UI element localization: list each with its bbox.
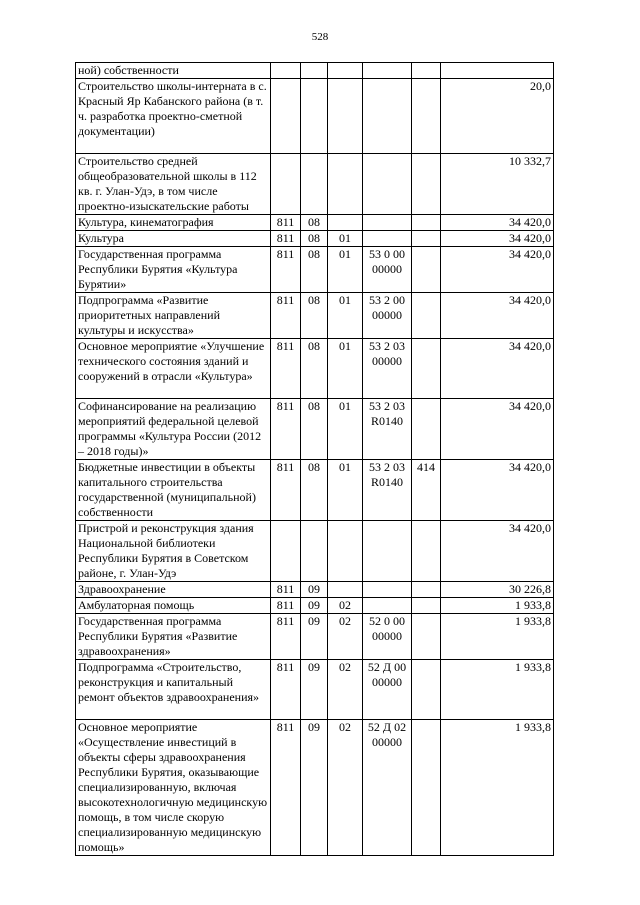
row-name-cell: Бюджетные инвестиции в объекты капитального строительства государственной (муниципальной) собственности <box>76 460 271 521</box>
target-article-cell: 52 Д 00 00000 <box>363 660 412 720</box>
row-name-cell: Государственная программа Республики Бурятия «Культура Бурятии» <box>76 247 271 293</box>
row-name-cell: Строительство школы-интерната в с. Красный Яр Кабанского района (в т. ч. разработка проектно-сметной документации) <box>76 79 271 154</box>
expense-type-cell <box>412 215 441 231</box>
table-row <box>76 293 554 339</box>
subsection-code-cell <box>328 521 363 582</box>
table-row <box>76 660 554 720</box>
subsection-code-cell: 01 <box>328 460 363 521</box>
amount-cell: 34 420,0 <box>441 215 554 231</box>
expense-type-cell <box>412 720 441 856</box>
target-article-cell <box>363 79 412 154</box>
ved-code-cell: 811 <box>271 460 301 521</box>
section-code-cell: 08 <box>301 231 328 247</box>
expense-type-cell <box>412 231 441 247</box>
target-article-cell <box>363 154 412 215</box>
table-row <box>76 231 554 247</box>
expense-type-cell <box>412 247 441 293</box>
amount-cell: 10 332,7 <box>441 154 554 215</box>
ved-code-cell: 811 <box>271 660 301 720</box>
ved-code-cell: 811 <box>271 293 301 339</box>
section-code-cell: 08 <box>301 339 328 399</box>
target-article-cell <box>363 582 412 598</box>
expense-type-cell <box>412 293 441 339</box>
table-row <box>76 339 554 399</box>
target-article-cell <box>363 63 412 79</box>
section-code-cell <box>301 63 328 79</box>
subsection-code-cell <box>328 215 363 231</box>
subsection-code-cell: 01 <box>328 247 363 293</box>
row-name-cell: Пристрой и реконструкция здания Национальной библиотеки Республики Бурятия в Советском районе, г. Улан-Удэ <box>76 521 271 582</box>
amount-cell: 34 420,0 <box>441 460 554 521</box>
target-article-cell: 52 Д 02 00000 <box>363 720 412 856</box>
target-article-cell <box>363 231 412 247</box>
budget-table <box>75 62 554 856</box>
expense-type-cell <box>412 660 441 720</box>
expense-type-cell: 414 <box>412 460 441 521</box>
amount-cell <box>441 63 554 79</box>
ved-code-cell: 811 <box>271 247 301 293</box>
table-row <box>76 215 554 231</box>
subsection-code-cell: 01 <box>328 399 363 460</box>
row-name-cell: Здравоохранение <box>76 582 271 598</box>
section-code-cell <box>301 79 328 154</box>
table-row <box>76 247 554 293</box>
expense-type-cell <box>412 582 441 598</box>
target-article-cell: 52 0 00 00000 <box>363 614 412 660</box>
ved-code-cell <box>271 63 301 79</box>
section-code-cell: 09 <box>301 720 328 856</box>
row-name-cell: Культура, кинематография <box>76 215 271 231</box>
amount-cell: 34 420,0 <box>441 247 554 293</box>
amount-cell: 34 420,0 <box>441 231 554 247</box>
page-number: 528 <box>311 31 329 43</box>
expense-type-cell <box>412 79 441 154</box>
row-name-cell: Основное мероприятие «Улучшение технического состояния зданий и сооружений в отрасли «Культура» <box>76 339 271 399</box>
amount-cell: 1 933,8 <box>441 720 554 856</box>
row-name-cell: Подпрограмма «Строительство, реконструкция и капитальный ремонт объектов здравоохранения» <box>76 660 271 720</box>
ved-code-cell: 811 <box>271 598 301 614</box>
ved-code-cell <box>271 154 301 215</box>
expense-type-cell <box>412 63 441 79</box>
row-name-cell: Софинансирование на реализацию мероприятий федеральной целевой программы «Культура России (2012 – 2018 годы)» <box>76 399 271 460</box>
subsection-code-cell: 01 <box>328 339 363 399</box>
target-article-cell: 53 0 00 00000 <box>363 247 412 293</box>
subsection-code-cell: 02 <box>328 660 363 720</box>
row-name-cell: Амбулаторная помощь <box>76 598 271 614</box>
ved-code-cell <box>271 521 301 582</box>
target-article-cell: 53 2 03 00000 <box>363 339 412 399</box>
ved-code-cell: 811 <box>271 720 301 856</box>
subsection-code-cell: 01 <box>328 293 363 339</box>
amount-cell: 34 420,0 <box>441 339 554 399</box>
amount-cell: 34 420,0 <box>441 293 554 339</box>
section-code-cell <box>301 154 328 215</box>
expense-type-cell <box>412 614 441 660</box>
table-row <box>76 63 554 79</box>
row-name-cell: Подпрограмма «Развитие приоритетных направлений культуры и искусства» <box>76 293 271 339</box>
subsection-code-cell <box>328 154 363 215</box>
section-code-cell: 08 <box>301 215 328 231</box>
expense-type-cell <box>412 521 441 582</box>
table-row <box>76 521 554 582</box>
section-code-cell: 09 <box>301 582 328 598</box>
expense-type-cell <box>412 154 441 215</box>
ved-code-cell: 811 <box>271 582 301 598</box>
section-code-cell: 09 <box>301 598 328 614</box>
target-article-cell: 53 2 03 R0140 <box>363 399 412 460</box>
table-row <box>76 79 554 154</box>
ved-code-cell: 811 <box>271 215 301 231</box>
amount-cell: 34 420,0 <box>441 399 554 460</box>
table-row <box>76 154 554 215</box>
subsection-code-cell <box>328 63 363 79</box>
table-row <box>76 460 554 521</box>
table-row <box>76 582 554 598</box>
amount-cell: 1 933,8 <box>441 598 554 614</box>
amount-cell: 34 420,0 <box>441 521 554 582</box>
target-article-cell <box>363 598 412 614</box>
amount-cell: 1 933,8 <box>441 614 554 660</box>
section-code-cell <box>301 521 328 582</box>
target-article-cell: 53 2 00 00000 <box>363 293 412 339</box>
subsection-code-cell: 01 <box>328 231 363 247</box>
ved-code-cell: 811 <box>271 399 301 460</box>
table-row <box>76 399 554 460</box>
expense-type-cell <box>412 399 441 460</box>
row-name-cell: Государственная программа Республики Бурятия «Развитие здравоохранения» <box>76 614 271 660</box>
ved-code-cell <box>271 79 301 154</box>
expense-type-cell <box>412 339 441 399</box>
subsection-code-cell: 02 <box>328 614 363 660</box>
expense-type-cell <box>412 598 441 614</box>
subsection-code-cell: 02 <box>328 720 363 856</box>
ved-code-cell: 811 <box>271 614 301 660</box>
section-code-cell: 08 <box>301 293 328 339</box>
amount-cell: 1 933,8 <box>441 660 554 720</box>
ved-code-cell: 811 <box>271 231 301 247</box>
target-article-cell <box>363 215 412 231</box>
row-name-cell: Культура <box>76 231 271 247</box>
target-article-cell: 53 2 03 R0140 <box>363 460 412 521</box>
section-code-cell: 09 <box>301 660 328 720</box>
section-code-cell: 09 <box>301 614 328 660</box>
table-row <box>76 598 554 614</box>
row-name-cell: Строительство средней общеобразовательной школы в 112 кв. г. Улан-Удэ, в том числе проектно-изыскательские работы <box>76 154 271 215</box>
row-name-cell: Основное мероприятие «Осуществление инвестиций в объекты сферы здравоохранения Республики Бурятия, оказывающие специализированную, включая высокотехнологичную медицинскую помощь, в том числе скорую специализированную медицинскую помощь» <box>76 720 271 856</box>
row-name-cell: ной) собственности <box>76 63 271 79</box>
subsection-code-cell <box>328 79 363 154</box>
subsection-code-cell <box>328 582 363 598</box>
table-row <box>76 614 554 660</box>
ved-code-cell: 811 <box>271 339 301 399</box>
target-article-cell <box>363 521 412 582</box>
section-code-cell: 08 <box>301 460 328 521</box>
amount-cell: 20,0 <box>441 79 554 154</box>
amount-cell: 30 226,8 <box>441 582 554 598</box>
section-code-cell: 08 <box>301 399 328 460</box>
subsection-code-cell: 02 <box>328 598 363 614</box>
table-row <box>76 720 554 856</box>
section-code-cell: 08 <box>301 247 328 293</box>
